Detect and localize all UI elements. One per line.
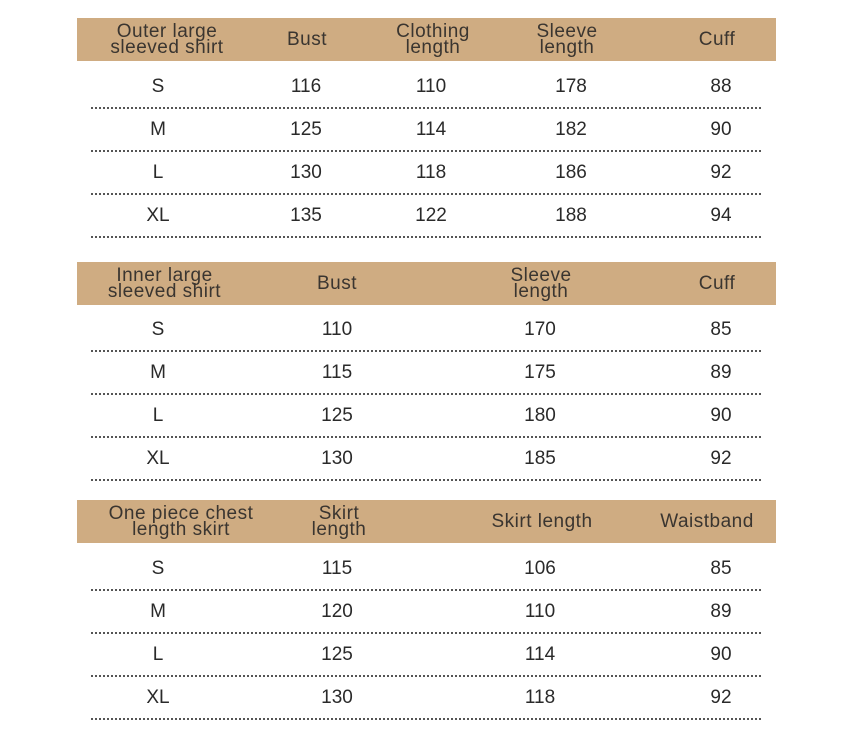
value-cell: 170 [524,319,556,340]
header-cell: Cuff [698,28,736,50]
value-cell: 114 [415,119,447,140]
value-cell: 110 [321,319,353,340]
value-cell: 85 [710,558,732,579]
header-cell: Waistband [660,510,754,532]
table-row [0,310,848,353]
value-cell: 94 [710,205,732,226]
size-cell: M [150,119,166,140]
table-header [77,500,776,543]
value-cell: 116 [290,76,322,97]
size-cell: M [150,362,166,383]
table-row [0,549,848,592]
value-cell: 186 [555,162,587,183]
row-divider [91,150,761,152]
value-cell: 90 [710,119,732,140]
value-cell: 120 [321,601,353,622]
value-cell: 85 [710,319,732,340]
row-divider [91,107,761,109]
header-cell: Skirt length [311,502,367,540]
size-cell: S [151,76,165,97]
table-row [0,396,848,439]
header-cell: One piece chest length skirt [108,502,254,540]
value-cell: 178 [555,76,587,97]
value-cell: 185 [524,448,556,469]
size-cell: S [151,558,165,579]
value-cell: 175 [524,362,556,383]
value-cell: 88 [710,76,732,97]
header-cell: Outer large sleeved shirt [110,20,224,58]
header-cell: Cuff [698,272,736,294]
value-cell: 89 [710,362,732,383]
table-header [77,18,776,61]
header-cell: Skirt length [491,510,593,532]
header-cell: Sleeve length [536,20,598,58]
row-divider [91,589,761,591]
value-cell: 90 [710,644,732,665]
value-cell: 188 [555,205,587,226]
row-divider [91,479,761,481]
value-cell: 130 [290,162,322,183]
table-header [77,262,776,305]
value-cell: 182 [555,119,587,140]
size-cell: L [152,644,164,665]
table-row [0,67,848,110]
value-cell: 125 [321,405,353,426]
value-cell: 92 [710,448,732,469]
row-divider [91,675,761,677]
size-cell: S [151,319,165,340]
table-row [0,196,848,239]
value-cell: 106 [524,558,556,579]
value-cell: 89 [710,601,732,622]
value-cell: 135 [290,205,322,226]
header-cell: Bust [316,272,358,294]
value-cell: 118 [415,162,447,183]
header-cell: Inner large sleeved shirt [107,264,222,302]
value-cell: 130 [321,448,353,469]
size-cell: XL [146,205,170,226]
size-cell: L [152,162,164,183]
value-cell: 122 [415,205,447,226]
row-divider [91,393,761,395]
value-cell: 125 [290,119,322,140]
value-cell: 180 [524,405,556,426]
value-cell: 110 [415,76,447,97]
value-cell: 115 [321,362,353,383]
table-row [0,353,848,396]
size-cell: XL [146,687,170,708]
value-cell: 114 [524,644,556,665]
table-row [0,592,848,635]
value-cell: 92 [710,162,732,183]
size-cell: M [150,601,166,622]
table-row [0,678,848,721]
row-divider [91,193,761,195]
value-cell: 110 [524,601,556,622]
row-divider [91,236,761,238]
row-divider [91,350,761,352]
value-cell: 118 [524,687,556,708]
header-cell: Bust [286,28,328,50]
table-row [0,110,848,153]
size-cell: XL [146,448,170,469]
row-divider [91,436,761,438]
header-cell: Clothing length [396,20,470,58]
header-cell: Sleeve length [510,264,572,302]
table-row [0,153,848,196]
value-cell: 90 [710,405,732,426]
table-row [0,635,848,678]
size-cell: L [152,405,164,426]
value-cell: 115 [321,558,353,579]
value-cell: 92 [710,687,732,708]
table-row [0,439,848,482]
row-divider [91,632,761,634]
value-cell: 125 [321,644,353,665]
row-divider [91,718,761,720]
value-cell: 130 [321,687,353,708]
